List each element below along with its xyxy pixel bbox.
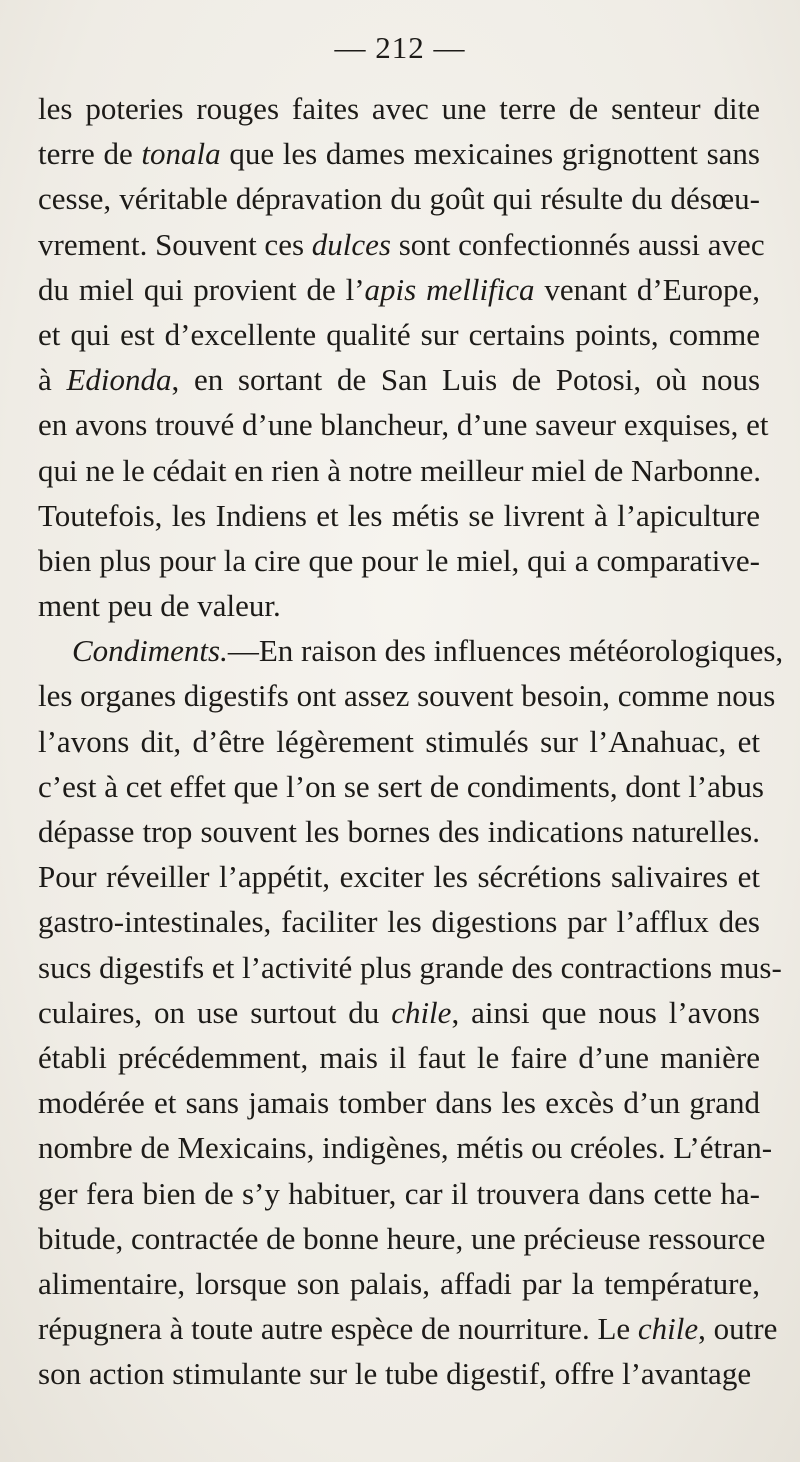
- text-run: cesse, véritable dépravation du goût qui résulte du désœu-: [38, 181, 760, 217]
- text-run: son action stimulante sur le tube digestif, offre l’avantage: [38, 1356, 752, 1392]
- text-line: [38, 719, 760, 764]
- text-line: [38, 176, 760, 221]
- text-line: [38, 86, 760, 131]
- text-run: qui ne le cédait en rien à notre meilleur miel de Narbonne.: [38, 452, 762, 488]
- text-run: du miel qui provient de l’: [38, 271, 365, 307]
- text-line: [38, 1080, 760, 1125]
- italic-text: chile: [391, 994, 452, 1030]
- text-line: [38, 1306, 778, 1351]
- text-line: [38, 131, 760, 176]
- text-run: à: [38, 362, 67, 398]
- text-run: en avons trouvé d’une blancheur, d’une saveur exquises, et: [38, 407, 769, 443]
- italic-text: apis mellifica: [364, 271, 535, 307]
- page-number: — 212 —: [334, 30, 466, 65]
- text-run: c’est à cet effet que l’on se sert de condiments, dont l’abus: [38, 768, 764, 804]
- text-run: les poteries rouges faites avec une terre de senteur dite: [38, 91, 760, 126]
- text-line: [38, 448, 760, 493]
- text-line: [38, 764, 764, 809]
- body-text: [38, 86, 784, 1396]
- italic-text: dulces: [311, 226, 391, 262]
- text-run: nombre de Mexicains, indigènes, métis ou créoles. L’étran-: [38, 1130, 773, 1166]
- text-run: , ainsi que nous l’avons: [451, 994, 760, 1030]
- text-line: [38, 990, 760, 1035]
- text-line: [38, 1261, 760, 1306]
- text-run: —En raison des influences météorologiques,: [227, 633, 784, 669]
- text-line: [38, 1171, 760, 1216]
- italic-text: chile: [637, 1311, 699, 1347]
- text-line: [38, 312, 760, 357]
- paragraph: [38, 86, 769, 628]
- text-line: [38, 1216, 766, 1261]
- text-run: culaires, on use surtout du: [38, 994, 392, 1030]
- italic-text: tonala: [141, 136, 221, 172]
- text-line: [38, 402, 769, 447]
- text-run: vrement. Souvent ces: [38, 226, 312, 262]
- text-run: ger fera bien de s’y habituer, car il trouvera dans cette ha-: [38, 1175, 760, 1211]
- text-run: terre de: [38, 136, 142, 172]
- italic-text: Edionda: [66, 362, 172, 398]
- text-line: [38, 628, 784, 673]
- text-run: sucs digestifs et l’activité plus grande des contractions mus-: [38, 949, 782, 985]
- text-run: dépasse trop souvent les bornes des indications naturelles.: [38, 814, 760, 849]
- italic-text: Condiments.: [72, 633, 228, 669]
- text-line: [38, 809, 760, 854]
- text-line: [38, 538, 760, 583]
- text-run: Toutefois, les Indiens et les métis se livrent à l’apiculture: [38, 497, 760, 533]
- text-line: [38, 222, 765, 267]
- text-line: [38, 1351, 760, 1396]
- text-run: alimentaire, lorsque son palais, affadi par la température,: [38, 1265, 760, 1301]
- text-run: ment peu de valeur.: [38, 588, 281, 624]
- text-line: [38, 583, 760, 628]
- text-line: [38, 854, 760, 899]
- text-line: [38, 945, 782, 990]
- text-line: [38, 673, 776, 718]
- text-line: [38, 1125, 773, 1170]
- text-run: répugnera à toute autre espèce de nourriture. Le: [38, 1311, 638, 1347]
- text-line: [38, 899, 760, 944]
- text-run: l’avons dit, d’être légèrement stimulés sur l’Anahuac, et: [38, 723, 760, 759]
- text-run: que les dames mexicaines grignottent sans: [220, 136, 760, 172]
- text-line: [38, 1035, 760, 1080]
- paragraph: [38, 628, 784, 1396]
- text-run: établi précédemment, mais il faut le faire d’une manière: [38, 1039, 760, 1075]
- text-run: les organes digestifs ont assez souvent besoin, comme nous: [38, 678, 776, 714]
- text-run: gastro-intestinales, faciliter les digestions par l’afflux des: [38, 904, 760, 940]
- text-run: bien plus pour la cire que pour le miel, qui a comparative-: [38, 542, 760, 578]
- text-run: , outre: [698, 1311, 778, 1347]
- text-run: Pour réveiller l’appétit, exciter les sécrétions salivaires et: [38, 859, 760, 895]
- text-line: [38, 493, 760, 538]
- text-line: [38, 267, 760, 312]
- text-run: modérée et sans jamais tomber dans les excès d’un grand: [38, 1085, 760, 1121]
- text-run: et qui est d’excellente qualité sur certains points, comme: [38, 316, 760, 352]
- text-run: venant d’Europe,: [534, 271, 760, 307]
- text-line: [38, 357, 760, 402]
- text-run: , en sortant de San Luis de Potosi, où nous: [171, 362, 761, 398]
- text-run: sont confectionnés aussi avec: [390, 226, 765, 262]
- text-run: bitude, contractée de bonne heure, une précieuse ressource: [38, 1220, 766, 1256]
